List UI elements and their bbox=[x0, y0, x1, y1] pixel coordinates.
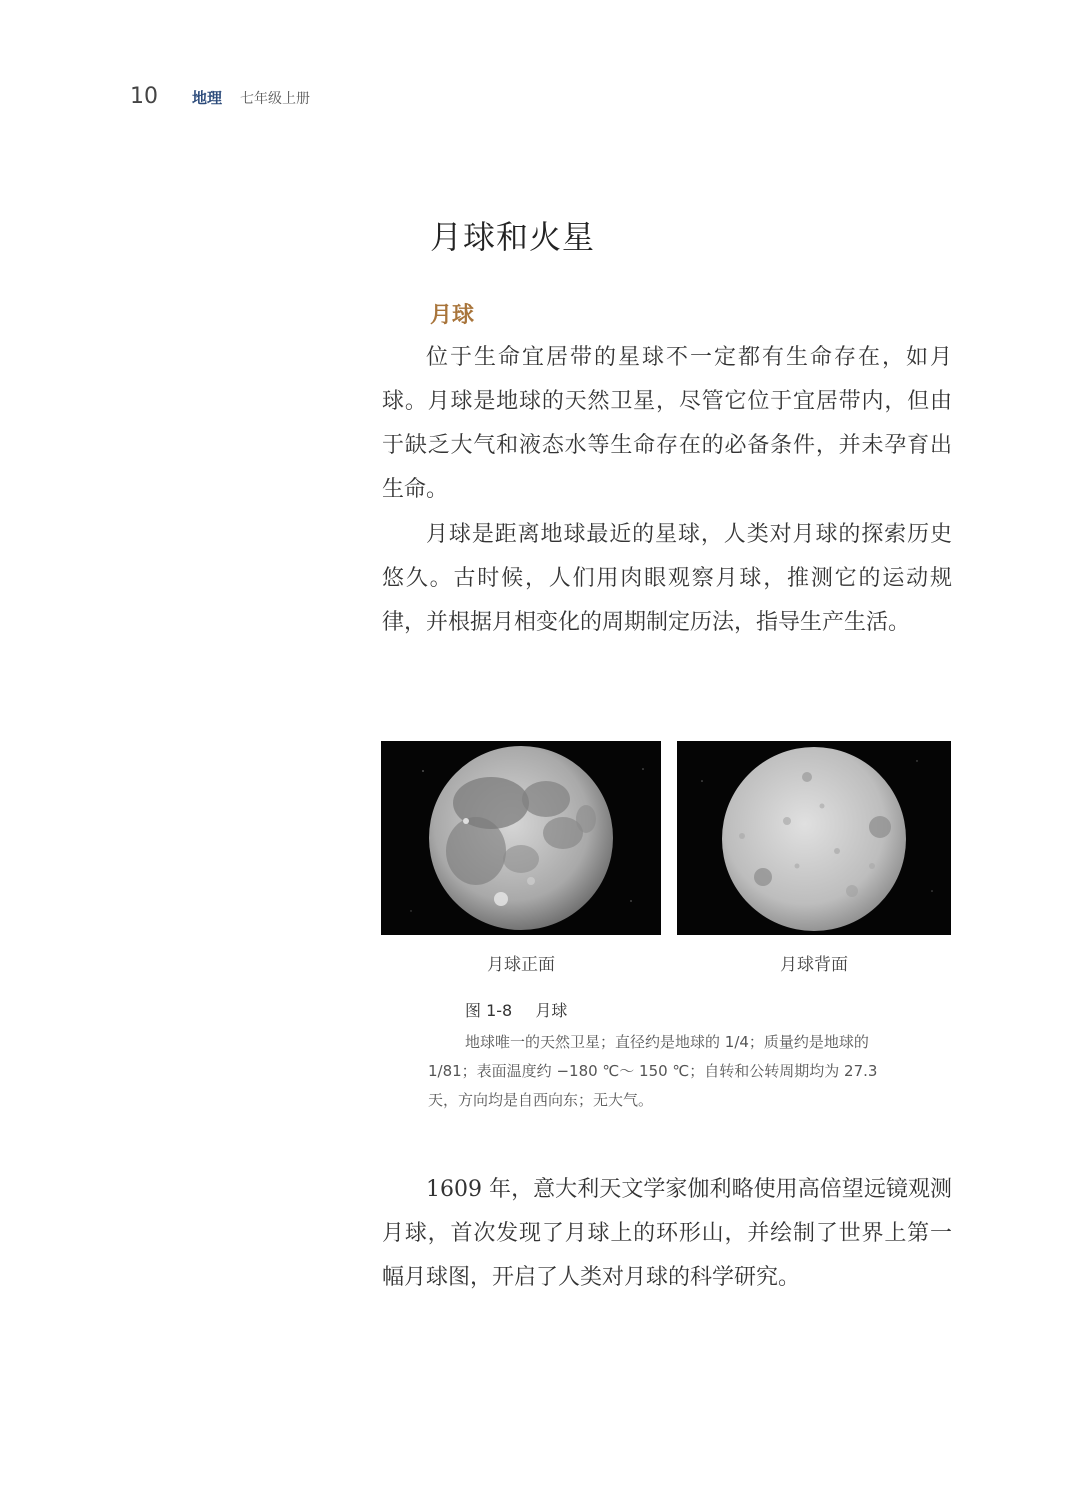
subject-label: 地理 bbox=[192, 89, 223, 107]
section-title: 月球和火星 bbox=[430, 218, 596, 256]
page-number: 10 bbox=[130, 84, 158, 109]
figure-label bbox=[465, 998, 567, 1021]
grade-label: 七年级上册 bbox=[240, 91, 311, 107]
moon-front-photo bbox=[381, 741, 661, 935]
figure-title: 月球 bbox=[535, 1001, 568, 1020]
body-paragraph-2: 月球是距离地球最近的星球，人类对月球的探索历史悠久。古时候，人们用肉眼观察月球，推测它的运动规律，并根据月相变化的周期制定历法，指导生产生活。 bbox=[382, 522, 952, 635]
moon-back-illustration bbox=[677, 741, 951, 935]
moon-back-photo bbox=[677, 741, 951, 935]
figure-number: 图 1-8 bbox=[465, 1001, 513, 1020]
body-paragraph-1: 位于生命宜居带的星球不一定都有生命存在，如月球。月球是地球的天然卫星，尽管它位于宜居带内，但由于缺乏大气和液态水等生命存在的必备条件，并未孕育出生命。 bbox=[382, 345, 952, 502]
subsection-title: 月球 bbox=[430, 303, 475, 328]
figure-description: 地球唯一的天然卫星；直径约是地球的 1/4；质量约是地球的 1/81；表面温度约 −180 ℃～ 150 ℃；自转和公转周期均为 27.3 天，方向均是自西向东；无大气。 bbox=[428, 1033, 878, 1109]
caption-moon-front: 月球正面 bbox=[487, 955, 555, 975]
body-paragraph-3: 1609 年，意大利天文学家伽利略使用高倍望远镜观测月球，首次发现了月球上的环形山，并绘制了世界上第一幅月球图，开启了人类对月球的科学研究。 bbox=[382, 1177, 952, 1290]
moon-front-illustration bbox=[381, 741, 661, 935]
page-header bbox=[130, 84, 310, 118]
caption-moon-back: 月球背面 bbox=[780, 955, 848, 975]
